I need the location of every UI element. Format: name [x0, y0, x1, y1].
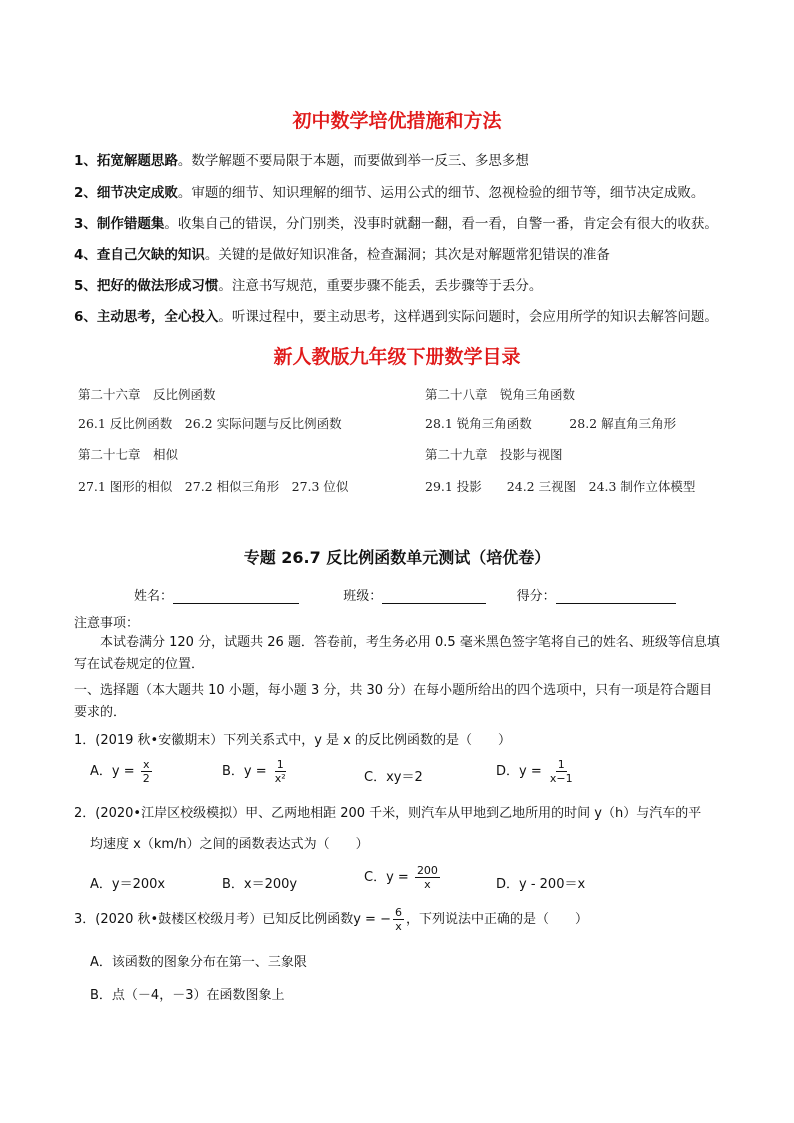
q2-option-d[interactable]: D．y - 200＝x [496, 877, 586, 892]
class-label: 班级： [343, 589, 383, 604]
tip-3-heading: 3、制作错题集 [74, 216, 165, 232]
tip-6 [74, 305, 718, 325]
q3-fraction [393, 906, 404, 933]
q2-stem-line1: 2．(2020•江岸区校级模拟）甲、乙两地相距 200 千米，则汽车从甲地到乙地所用的时间 y（h）与汽车的平 [74, 806, 702, 821]
q3-num: 6 [394, 906, 402, 919]
q3-stem [74, 906, 588, 933]
q3-option-a[interactable]: A．该函数的图象分布在第一、三象限 [90, 955, 307, 970]
q1-a-den: 2 [142, 772, 150, 785]
toc-right-sections-28: 28.1 锐角三角函数 28.2 解直角三角形 [425, 416, 677, 431]
toc-left-chapter-26: 第二十六章 反比例函数 [78, 387, 216, 402]
tip-4 [74, 243, 610, 263]
notice-text: 本试卷满分 120 分，试题共 26 题．答卷前，考生务必用 0.5 毫米黑色签字笔将自己的姓名、班级等信息填写在试卷规定的位置． [74, 635, 720, 672]
tip-5 [74, 274, 542, 294]
q3-den: x [395, 920, 402, 933]
name-label: 姓名： [134, 589, 174, 604]
class-blank[interactable] [382, 589, 486, 604]
tip-3-text: 。收集自己的错误，分门别类，没事时就翻一翻，看一看，自警一番，肯定会有很大的收获。 [164, 216, 718, 232]
q2-c-fraction [415, 864, 440, 891]
q1-b-den: x² [274, 772, 286, 785]
tip-4-text: 。关键的是做好知识准备，检查漏洞；其次是对解题常犯错误的准备 [204, 247, 610, 263]
q2-c-den: x [424, 878, 431, 891]
q1-d-prefix: D．y = [496, 764, 542, 779]
q2-c-num: 200 [416, 864, 438, 877]
q1-d-den: x−1 [549, 772, 573, 785]
student-info-row [134, 585, 676, 604]
tip-4-heading: 4、查自己欠缺的知识 [74, 247, 205, 263]
q1-d-num: 1 [557, 758, 565, 771]
tip-3 [74, 212, 718, 232]
section-one-heading: 一、选择题（本大题共 10 小题，每小题 3 分，共 30 分）在每小题所给出的四个选项中，只有一项是符合题目要求的． [74, 683, 713, 720]
q2-option-c[interactable] [364, 864, 442, 891]
q2-option-b[interactable]: B．x＝200y [222, 877, 298, 892]
score-label: 得分： [516, 589, 556, 604]
tip-6-text: 。听课过程中，要主动思考，这样遇到实际问题时，会应用所学的知识去解答问题。 [218, 309, 718, 325]
q1-option-c[interactable]: C．xy＝2 [364, 770, 423, 785]
tip-2 [74, 181, 704, 201]
q1-a-prefix: A．y = [90, 764, 135, 779]
q1-d-fraction [548, 758, 575, 785]
q1-a-fraction [141, 758, 152, 785]
toc-right-sections-29: 29.1 投影 24.2 三视图 24.3 制作立体模型 [425, 479, 696, 494]
paper-title: 专题 26.7 反比例函数单元测试（培优卷） [243, 548, 551, 567]
q3-stem-pre: 3．(2020 秋•鼓楼区校级月考）已知反比例函数y = − [74, 912, 391, 927]
tip-1-text: 。数学解题不要局限于本题，而要做到举一反三、多思多想 [177, 153, 529, 169]
q2-stem-line2: 均速度 x（km/h）之间的函数表达式为（ ） [90, 837, 369, 852]
notice-title: 注意事项： [74, 616, 140, 631]
toc-left-chapter-27: 第二十七章 相似 [78, 447, 179, 462]
tip-2-text: 。审题的细节、知识理解的细节、运用公式的细节、忽视检验的细节等，细节决定成败。 [177, 185, 705, 201]
q3-option-b[interactable]: B．点（－4，－3）在函数图象上 [90, 988, 285, 1003]
name-blank[interactable] [173, 589, 299, 604]
q1-option-d[interactable] [496, 758, 577, 785]
tip-6-heading: 6、主动思考，全心投入 [74, 309, 219, 325]
tip-1-heading: 1、拓宽解题思路 [74, 153, 178, 169]
q2-c-prefix: C．y = [364, 870, 409, 885]
q1-b-fraction [273, 758, 288, 785]
q2-option-a[interactable]: A．y＝200x [90, 877, 166, 892]
toc-title: 新人教版九年级下册数学目录 [273, 346, 521, 368]
score-blank[interactable] [556, 589, 676, 604]
tip-1 [74, 149, 529, 169]
q1-a-num: x [143, 758, 150, 771]
q1-stem: 1．(2019 秋•安徽期末）下列关系式中，y 是 x 的反比例函数的是（ ） [74, 733, 512, 748]
tips-title: 初中数学培优措施和方法 [292, 110, 502, 132]
q1-b-prefix: B．y = [222, 764, 267, 779]
q1-option-a[interactable] [90, 758, 154, 785]
q3-stem-post: ，下列说法中正确的是（ ） [405, 912, 588, 927]
toc-left-sections-27: 27.1 图形的相似 27.2 相似三角形 27.3 位似 [78, 479, 349, 494]
toc-right-chapter-29: 第二十九章 投影与视图 [425, 447, 563, 462]
toc-left-sections-26: 26.1 反比例函数 26.2 实际问题与反比例函数 [78, 416, 342, 431]
tip-2-heading: 2、细节决定成败 [74, 185, 178, 201]
tip-5-heading: 5、把好的做法形成习惯 [74, 278, 219, 294]
q1-b-num: 1 [276, 758, 284, 771]
tip-5-text: 。注意书写规范，重要步骤不能丢，丢步骤等于丢分。 [218, 278, 543, 294]
q1-option-b[interactable] [222, 758, 290, 785]
toc-right-chapter-28: 第二十八章 锐角三角函数 [425, 387, 576, 402]
